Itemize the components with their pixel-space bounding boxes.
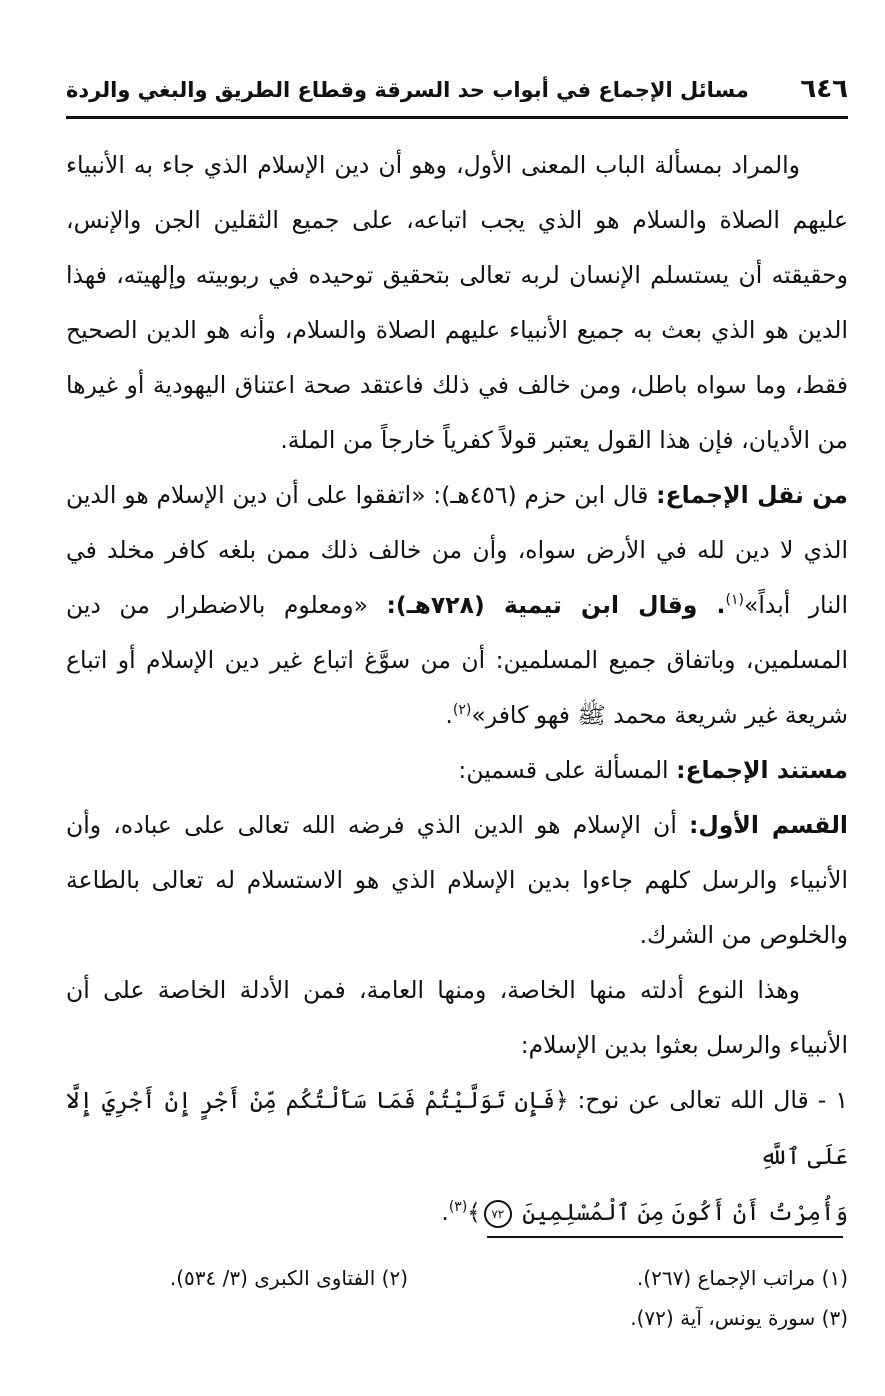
main-text: [66, 138, 848, 1241]
ibn-hazm-quote: قال ابن حزم (٤٥٦هـ): «اتفقوا على أن دين الإسلام هو الدين الذي لا دين لله في الأرض سواه، وأن من خالف ذلك ممن بلغه كافر مخلد في النار أبداً»: [66, 481, 848, 619]
footnote-divider: [487, 1236, 843, 1238]
footnote-1: (١) مراتب الإجماع (٢٦٧).: [636, 1266, 848, 1290]
verse-intro: ١ - قال الله تعالى عن نوح:: [577, 1086, 848, 1114]
paragraph-intro: والمراد بمسألة الباب المعنى الأول، وهو أن دين الإسلام الذي جاء به الأنبياء عليهم الصلاة والسلام هو الذي يجب اتباعه، على جميع الثقلين الجن والإنس، وحقيقته أن يستسلم الإنسان لربه تعالى بتحقيق توحيده في ربوبيته وإلهيته، فهذا الدين هو الذي بعث به جميع الأنبياء عليهم الصلاة والسلام، وأنه هو الدين الصحيح فقط، وما سواه باطل، ومن خالف في ذلك فاعتقد صحة اعتناق اليهودية أو غيرها من الأديان، فإن هذا القول يعتبر قولاً كفرياً خارجاً من الملة.: [66, 151, 848, 454]
paragraph-evidence: وهذا النوع أدلته منها الخاصة، ومنها العامة، فمن الأدلة الخاصة على أن الأنبياء والرسل بعثوا بدين الإسلام:: [66, 976, 848, 1059]
quran-verse-part-2: وَأُمِرْتُ أَنْ أَكُونَ مِنَ ٱلْمُسْلِمِينَ: [522, 1200, 848, 1226]
label-ijma-transmission: من نقل الإجماع:: [656, 481, 848, 509]
ibn-taymiyyah-quote: «ومعلوم بالاضطرار من دين المسلمين، وباتفاق جميع المسلمين: أن من سوَّغ اتباع غير دين الإسلام أو اتباع شريعة غير شريعة محمد ﷺ فهو كافر»: [66, 591, 848, 729]
running-title: مسائل الإجماع في أبواب حد السرقة وقطاع الطريق والبغي والردة: [66, 78, 749, 102]
ijma-basis-text: المسألة على قسمين:: [458, 756, 669, 784]
footnote-row: [66, 1298, 848, 1338]
ayah-number-icon: ٧٢: [484, 1200, 512, 1228]
footnote-ref-1: (١): [725, 592, 744, 609]
footnote-row: [66, 1258, 848, 1298]
period: .: [445, 701, 453, 729]
paragraph-ijma-transmission: [66, 468, 848, 743]
paragraph-first-section: [66, 798, 848, 963]
page-header: [66, 70, 848, 119]
quran-close-bracket: ﴾: [467, 1200, 481, 1226]
footnote-2: (٢) الفتاوى الكبرى (٣/ ٥٣٤).: [169, 1266, 408, 1290]
page-number: ٦٤٦: [800, 74, 848, 104]
period: .: [441, 1198, 449, 1226]
quran-verse-part-1: ﴿فَإِن تَوَلَّيْتُمْ فَمَا سَأَلْتُكُم مِّنْ أَجْرٍ إِنْ أَجْرِيَ إِلَّا عَلَى ٱللَّهِ: [66, 1088, 848, 1170]
paragraph-verse: [66, 1073, 848, 1241]
paragraph-ijma-basis: [66, 743, 848, 798]
label-ibn-taymiyyah: . وقال ابن تيمية (٧٢٨هـ):: [386, 591, 726, 619]
label-ijma-basis: مستند الإجماع:: [676, 756, 848, 784]
footnote-3: (٣) سورة يونس، آية (٧٢).: [630, 1306, 848, 1330]
first-section-text: أن الإسلام هو الدين الذي فرضه الله تعالى على عباده، وأن الأنبياء والرسل كلهم جاءوا بدين الإسلام الذي هو الاستسلام له تعالى بالطاعة والخلوص من الشرك.: [66, 811, 848, 949]
footnotes: [66, 1258, 848, 1338]
footnote-ref-3: (٣): [448, 1199, 468, 1216]
footnote-ref-2: (٢): [452, 702, 472, 719]
label-first-section: القسم الأول:: [689, 811, 848, 839]
